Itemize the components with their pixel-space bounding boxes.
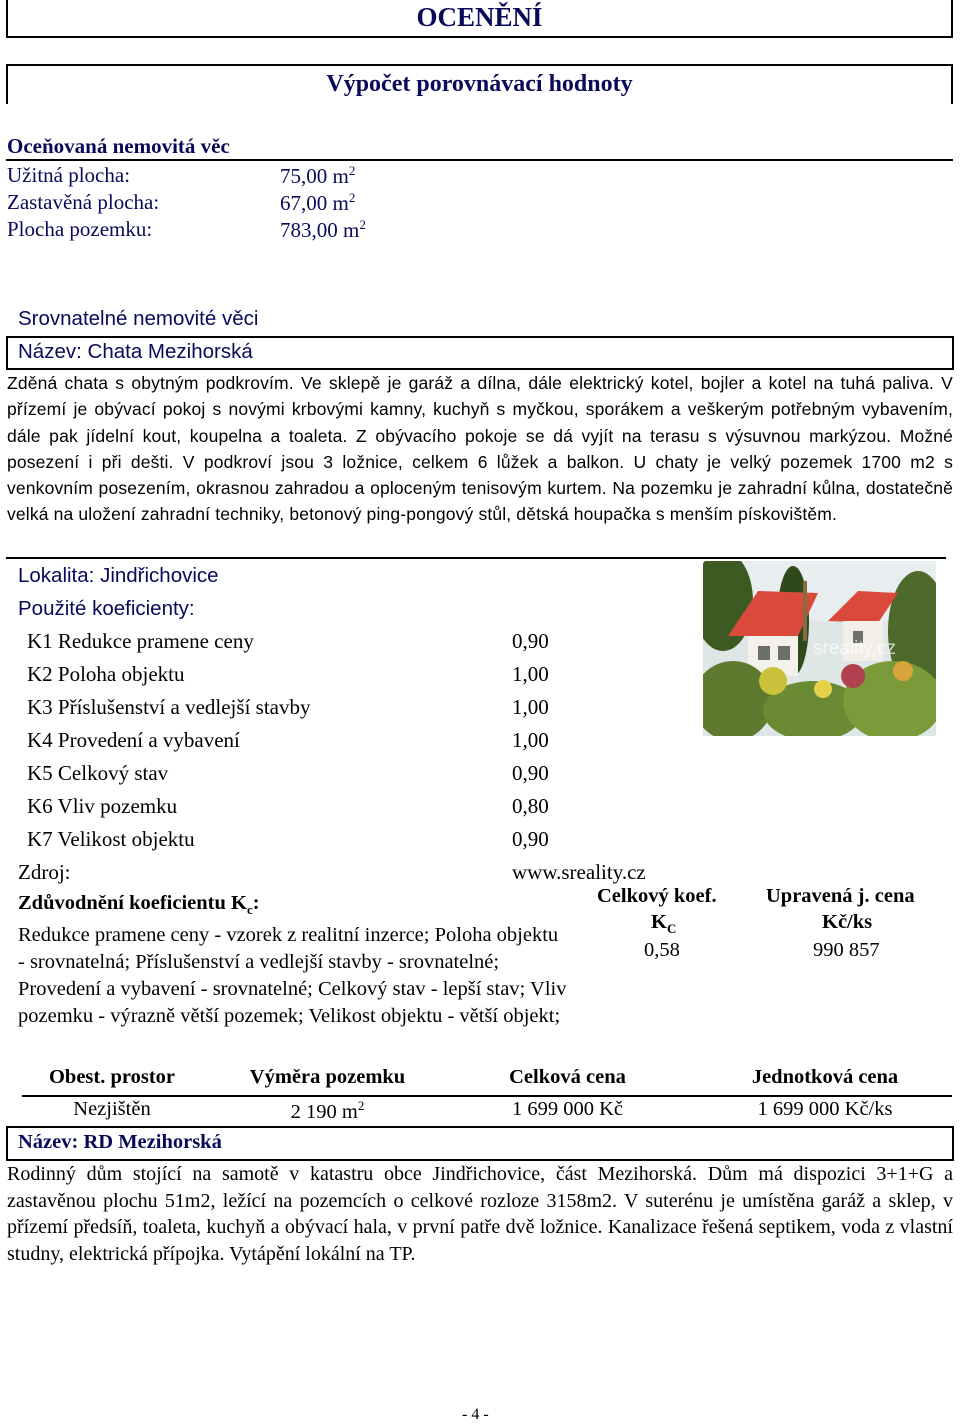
subject-rule: [6, 159, 953, 161]
coef-k4-label: K4 Provedení a vybavení: [27, 728, 240, 752]
adjusted-price-label: Upravená j. cena: [766, 885, 915, 907]
coef-k5-value: 0,90: [512, 761, 549, 785]
coef-k3-value: 1,00: [512, 695, 549, 719]
source-value: www.sreality.cz: [512, 860, 646, 884]
comparable2-description: Rodinný dům stojící na samotě v katastru obce Jindřichovice, část Mezihorská. Dům má dispozici 3+1+G a zastavěnou plochu 51m2, ležící na pozemcích o celkové rozloze 3158m2. V suterénu je umístěna garáž a sklep, v přízemí předsíň, toaleta, kuchyň a obývací hala, v první patře dvě ložnice. Kanalizace řešená septikem, voda z vlastní studny, elektrická přípojka. Vytápění lokální na TP.: [7, 1163, 953, 1265]
built-area-value: 67,00 $m^2$: [280, 190, 356, 215]
built-area-label: Zastavěná plocha:: [7, 190, 160, 214]
subtitle-box: [6, 64, 953, 104]
comparable2-name: Název: RD Mezihorská: [18, 1131, 222, 1153]
coef-k5-label: K5 Celkový stav: [27, 761, 169, 785]
coef-k4-value: 1,00: [512, 728, 549, 752]
total-coef-symbol: $K_C$: [651, 911, 677, 937]
title-box: [6, 0, 953, 38]
coef-k7-label: K7 Velikost objektu: [27, 827, 195, 851]
table-cell-total: 1 699 000 Kč: [511, 1098, 624, 1120]
table-header-rule: [22, 1095, 952, 1097]
coef-k1-value: 0,90: [512, 629, 549, 653]
coef-k7-value: 0,90: [512, 827, 549, 851]
land-area-label: Plocha pozemku:: [7, 217, 153, 241]
table-cell-unit: 1 699 000 Kč/ks: [757, 1098, 893, 1120]
usable-area-value: 75,00 $m^2$: [280, 163, 356, 188]
coef-k3-label: K3 Příslušenství a vedlejší stavby: [27, 695, 311, 719]
usable-area-label: Užitná plocha:: [7, 163, 131, 187]
coef-k2-label: K2 Poloha objektu: [27, 662, 185, 686]
total-coef-value: 0,58: [644, 939, 680, 961]
locality: Lokalita: Jindřichovice: [18, 564, 219, 587]
subject-heading: Oceňovaná nemovitá věc: [7, 134, 230, 158]
adjusted-price-unit: Kč/ks: [822, 911, 873, 933]
cottage-photo-image: [703, 561, 936, 736]
comparable1-description: Zděná chata s obytným podkrovím. Ve sklepě je garáž a dílna, dále elektrický kotel, bojler a kotel na tuhá paliva. V přízemí je obývací pokoj s novými krbovými kamny, kuchyň s myčkou, sporákem a veškerým potřebným vybavením, dále pak jídelní kout, koupelna a toaleta. Z obývacího pokoje se dá vyjít na terasu s výsuvnou markýzou. Možné posezení i při dešti. V podkroví jsou 3 ložnice, celkem 6 lůžek a balkon. U chaty je velký pozemek 1700 m2 s venkovním posezením, okrasnou zahradou a oploceným tenisovým kurtem. Na pozemku je zahradní kůlna, dostatečně velká na uložení zahradní techniky, betonový ping-pongový stůl, dětská houpačka s menším pískovištěm.: [7, 373, 953, 525]
coef-k1-label: K1 Redukce pramene ceny: [27, 629, 254, 653]
table-header-space: Obest. prostor: [48, 1066, 176, 1088]
table-header-total: Celková cena: [509, 1066, 626, 1088]
table-cell-space: Nezjištěn: [73, 1098, 151, 1120]
comparable1-desc-rule: [6, 557, 946, 559]
justification-heading: Zdůvodnění koeficientu $K_c$:: [18, 892, 260, 918]
source-label: Zdroj:: [18, 860, 71, 884]
page-number: - 4 -: [462, 1406, 489, 1423]
comparable1-name: Název: Chata Mezihorská: [18, 340, 253, 363]
coef-k6-value: 0,80: [512, 794, 549, 818]
table-cell-land: 2 190 $m^2$: [290, 1098, 365, 1123]
total-coef-label: Celkový koef.: [597, 885, 717, 907]
coefficients-heading: Použité koeficienty:: [18, 597, 195, 620]
coef-k2-value: 1,00: [512, 662, 549, 686]
table-header-land: Výměra pozemku: [249, 1066, 406, 1088]
coef-k6-label: K6 Vliv pozemku: [27, 794, 178, 818]
comparables-heading: Srovnatelné nemovité věci: [18, 307, 259, 330]
page-title: OCENĚNÍ: [416, 2, 543, 32]
adjusted-price-value: 990 857: [813, 939, 880, 961]
photo-watermark: sreality.cz: [813, 638, 897, 659]
table-header-unit: Jednotková cena: [751, 1066, 899, 1088]
page-subtitle: Výpočet porovnávací hodnoty: [326, 71, 633, 97]
land-area-value: 783,00 $m^2$: [280, 217, 366, 242]
property-photo: [703, 561, 936, 736]
justification-text: Redukce pramene ceny - vzorek z realitní inzerce; Poloha objektu - srovnatelná; Příslušenství a vedlejší stavby - srovnatelné; Provedení a vybavení - srovnatelné; Celkový stav - lepší stav; Vliv pozemku - výrazně větší pozemek; Velikost objektu - větší objekt;: [18, 924, 567, 1027]
